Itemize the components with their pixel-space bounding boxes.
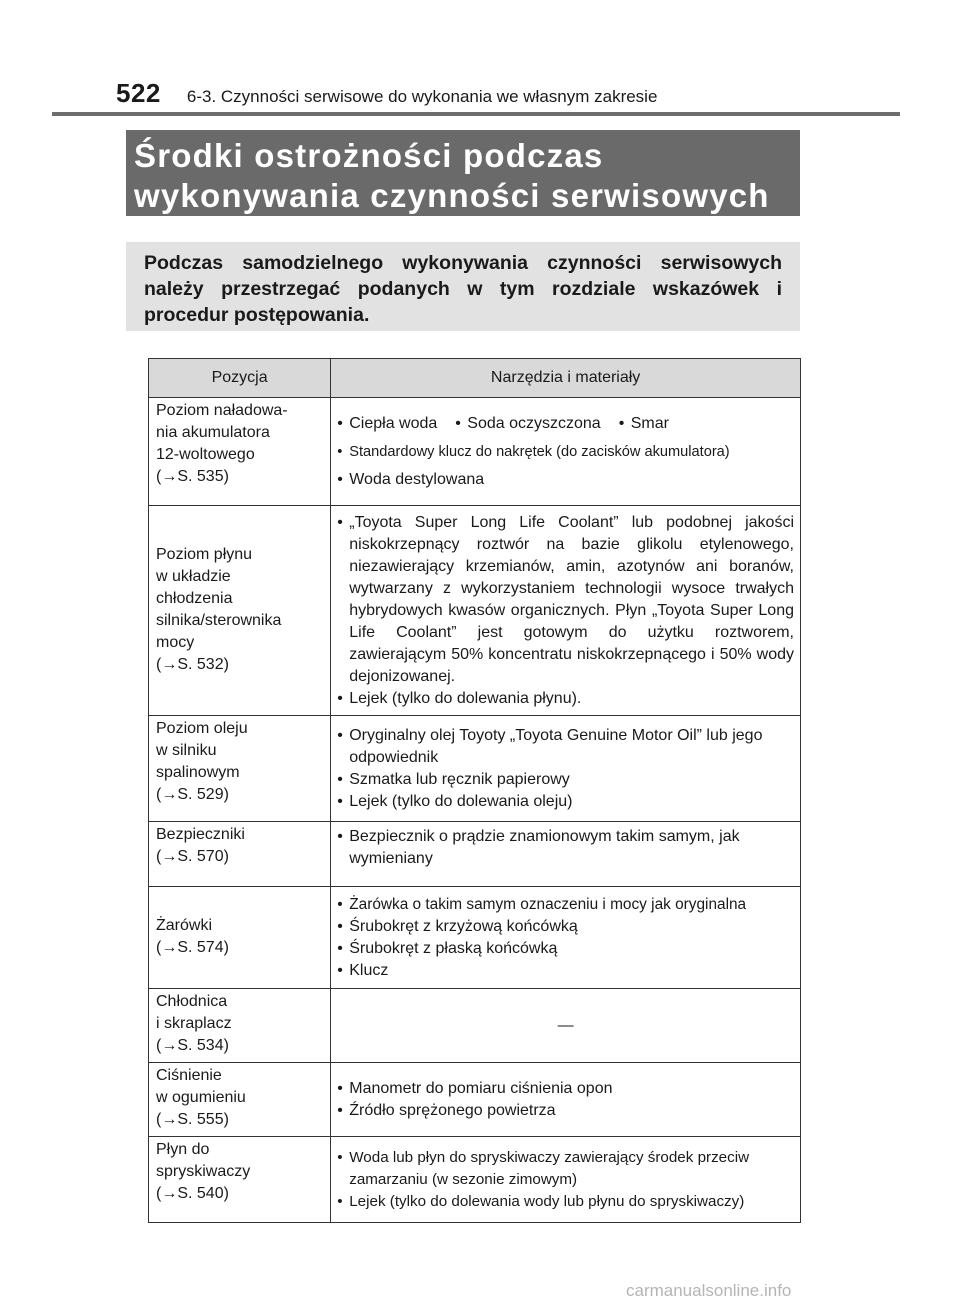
column-header-tools: Narzędzia i materiały (331, 359, 801, 398)
list-item: • Lejek (tylko do dolewania wody lub płynu do spryskiwaczy) (337, 1191, 794, 1213)
table-row (149, 887, 801, 989)
list-item: • Lejek (tylko do dolewania oleju) (337, 791, 794, 813)
table-row (149, 1063, 801, 1137)
tools-cell (331, 1137, 801, 1223)
page-title (126, 130, 800, 216)
intro-note: Podczas samodzielnego wykonywania czynności serwisowych należy przestrzegać podanych w tym rozdziale wskazówek i procedur postępowania. (126, 242, 800, 331)
list-item: • Klucz (337, 960, 794, 982)
inline-item-list (337, 413, 794, 435)
position-cell: Chłodnica i skraplacz (→S. 534) (149, 989, 331, 1063)
list-item: • Woda destylowana (337, 469, 794, 491)
tools-table (148, 358, 801, 1223)
list-item: • „Toyota Super Long Life Coolant” lub podobnej jakości niskokrzepnący roztwór na bazie glikolu etylenowego, niezawierający krzemianów, amin, azotynów ani boranów, wytwarzany z wykorzystaniem technologii wysoce trwałych hybrydowych kwasów organicznych. Płyn „Toyota Super Long Life Coolant” jest gotowym do użytku roztworem, zawierającym 50% koncentratu niskokrzepnącego i 50% wody dejonizowanej. (337, 512, 794, 688)
watermark: carmanualsonline.info (626, 1281, 792, 1300)
list-item: • Ciepła woda (337, 413, 437, 435)
position-cell: Bezpieczniki (→S. 570) (149, 822, 331, 887)
list-item: • Śrubokręt z krzyżową końcówką (337, 916, 794, 938)
column-header-position: Pozycja (149, 359, 331, 398)
list-item: • Oryginalny olej Toyoty „Toyota Genuine Motor Oil” lub jego odpowiednik (337, 725, 794, 769)
tools-cell (331, 398, 801, 506)
tools-cell (331, 506, 801, 716)
table-row (149, 398, 801, 506)
tools-cell (331, 1063, 801, 1137)
table-row (149, 506, 801, 716)
list-item: • Śrubokręt z płaską końcówką (337, 938, 794, 960)
title-line-2: wykonywania czynności serwisowych (134, 177, 770, 214)
list-item: • Manometr do pomiaru ciśnienia opon (337, 1078, 794, 1100)
header-rule (52, 112, 900, 116)
section-label: 6-3. Czynności serwisowe do wykonania we własnym zakresie (186, 87, 658, 106)
list-item: • Lejek (tylko do dolewania płynu). (337, 688, 794, 710)
tools-cell (331, 716, 801, 822)
tools-cell: — (331, 989, 801, 1063)
list-item: • Bezpiecznik o prądzie znamionowym takim samym, jak wymieniany (337, 826, 794, 870)
position-cell: Ciśnienie w ogumieniu (→S. 555) (149, 1063, 331, 1137)
table-header-row (149, 359, 801, 398)
position-cell: Poziom płynu w układzie chłodzenia silnika/sterownika mocy (→S. 532) (149, 506, 331, 716)
list-item: • Standardowy klucz do nakrętek (do zacisków akumulatora) (337, 441, 794, 463)
table-row (149, 1137, 801, 1223)
list-item: • Woda lub płyn do spryskiwaczy zawierający środek przeciw zamarzaniu (w sezonie zimowym) (337, 1147, 794, 1191)
tools-cell (331, 822, 801, 887)
list-item: • Źródło sprężonego powietrza (337, 1100, 794, 1122)
list-item: • Żarówka o takim samym oznaczeniu i mocy jak oryginalna (337, 894, 794, 916)
position-cell: Poziom oleju w silniku spalinowym (→S. 529) (149, 716, 331, 822)
tools-cell (331, 887, 801, 989)
list-item: • Soda oczyszczona (455, 413, 600, 435)
table-row (149, 716, 801, 822)
title-line-1: Środki ostrożności podczas (134, 137, 604, 174)
table-row (149, 989, 801, 1063)
page-number: 522 (116, 78, 161, 108)
table-row (149, 822, 801, 887)
position-cell: Poziom naładowa- nia akumulatora 12-woltowego (→S. 535) (149, 398, 331, 506)
position-cell: Żarówki (→S. 574) (149, 887, 331, 989)
position-cell: Płyn do spryskiwaczy (→S. 540) (149, 1137, 331, 1223)
list-item: • Smar (619, 413, 669, 435)
list-item: • Szmatka lub ręcznik papierowy (337, 769, 794, 791)
page-header (116, 78, 657, 109)
